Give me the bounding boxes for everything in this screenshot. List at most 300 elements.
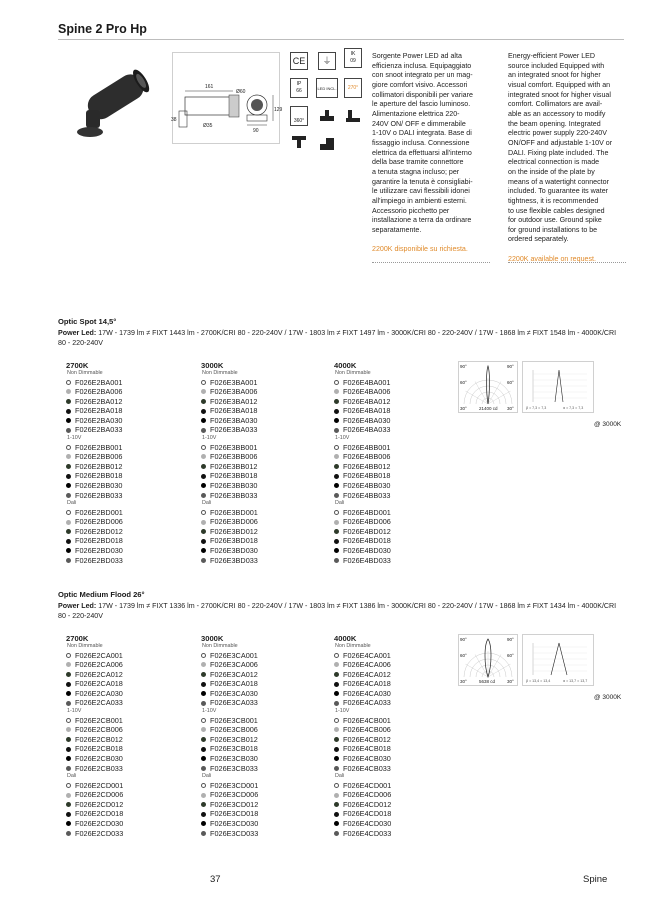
- code-column: [66, 361, 186, 565]
- code-column: [334, 634, 454, 838]
- finish-dot-icon: [66, 662, 71, 667]
- product-code: F026E2BD030: [75, 546, 123, 555]
- product-code: F026E3BA006: [210, 387, 258, 397]
- curve-alpha-label: α = 13,7 = 13,7: [563, 679, 588, 683]
- product-code: F026E4CB012: [343, 734, 391, 744]
- finish-dot-icon: [334, 831, 339, 836]
- product-code-row: [66, 660, 186, 670]
- product-code-row: [334, 670, 454, 680]
- product-code: F026E2CD012: [75, 799, 124, 809]
- finish-dot-icon: [334, 783, 339, 788]
- dimming-type-label: 1-10V: [67, 435, 82, 442]
- product-code-row: [334, 471, 454, 481]
- product-code: F026E3BD006: [210, 517, 258, 527]
- product-code-row: [66, 481, 186, 491]
- polar-angle-label: 30°: [460, 679, 467, 684]
- polar-angle-label: 60°: [507, 653, 514, 658]
- product-code: F026E4CD030: [343, 819, 392, 828]
- polar-peak-value: 5638 cd: [479, 679, 496, 684]
- section-title: Optic Spot 14,5°: [58, 317, 117, 326]
- description-en-line: electric power supply 220-240V: [508, 129, 607, 138]
- product-code: F026E2CB012: [75, 734, 123, 744]
- finish-dot-icon: [66, 737, 71, 742]
- diagram-caption: @ 3000K: [594, 421, 622, 428]
- product-code-row: [66, 387, 186, 397]
- polar-diagram: [458, 361, 518, 413]
- product-code: F026E4CB033: [343, 763, 391, 773]
- finish-dot-icon: [66, 802, 71, 807]
- finish-dot-icon: [66, 682, 71, 687]
- product-code-row: [334, 829, 454, 839]
- finish-dot-icon: [334, 812, 339, 817]
- product-code: F026E4CB030: [343, 753, 391, 763]
- finish-dot-icon: [334, 766, 339, 771]
- dim-161: 161: [205, 84, 214, 90]
- page-number: 37: [210, 874, 221, 885]
- product-code: F026E4BA012: [343, 396, 391, 406]
- finish-dot-icon: [334, 428, 339, 433]
- product-code: F026E2CA001: [75, 650, 123, 660]
- product-code: F026E2CA018: [75, 679, 123, 689]
- product-code: F026E3BB030: [210, 480, 258, 490]
- dimming-type-label: 1-10V: [67, 708, 82, 715]
- product-code: F026E2BB033: [75, 490, 123, 500]
- finish-dot-icon: [334, 701, 339, 706]
- product-code: F026E3BD018: [210, 536, 258, 546]
- description-en-line: source included Equipped with: [508, 61, 605, 70]
- finish-dot-icon: [66, 766, 71, 771]
- product-code: F026E3CB018: [210, 744, 258, 754]
- product-code-row: [334, 689, 454, 699]
- product-code-row: [201, 546, 321, 556]
- product-code-row: [201, 452, 321, 462]
- finish-dot-icon: [201, 539, 206, 544]
- description-en-line: comfort. Collimators are avail-: [508, 100, 603, 109]
- product-code-row: [66, 425, 186, 435]
- description-en-line: Energy-efficient Power LED: [508, 52, 596, 60]
- product-code: F026E4BB001: [343, 442, 391, 452]
- product-code-row: [201, 651, 321, 661]
- product-code: F026E2CB018: [75, 744, 123, 754]
- finish-dot-icon: [201, 793, 206, 798]
- product-code: F026E2CD030: [75, 819, 124, 828]
- dimming-type-label: Non Dimmable: [202, 370, 238, 376]
- product-code-row: [66, 744, 186, 754]
- curve-alpha-label: α = 7,3 = 7,3: [563, 406, 584, 410]
- description-en-line: for outdoor use. Ground spike: [508, 216, 602, 225]
- product-code-row: [334, 517, 454, 527]
- finish-dot-icon: [334, 493, 339, 498]
- finish-dot-icon: [201, 831, 206, 836]
- product-code: F026E4CD033: [343, 828, 392, 838]
- product-code-row: [66, 378, 186, 388]
- product-code-row: [334, 754, 454, 764]
- polar-angle-label: 30°: [460, 406, 467, 411]
- product-code-row: [66, 764, 186, 774]
- product-code: F026E2CA006: [75, 660, 123, 670]
- finish-dot-icon: [66, 727, 71, 732]
- finish-dot-icon: [201, 409, 206, 414]
- description-it-line: elettrica da effettuarsi all'interno: [372, 148, 472, 157]
- finish-dot-icon: [66, 510, 71, 515]
- description-it-line: giore comfort visivo. Accessori: [372, 80, 468, 89]
- product-code-row: [334, 790, 454, 800]
- product-code: F026E4CB001: [343, 715, 391, 725]
- finish-dot-icon: [66, 558, 71, 563]
- finish-dot-icon: [334, 558, 339, 563]
- led-included-icon: LED INCL.: [316, 78, 338, 98]
- product-code: F026E3CA033: [210, 698, 258, 708]
- product-code-row: [334, 651, 454, 661]
- product-code: F026E4BD030: [343, 546, 391, 555]
- finish-dot-icon: [201, 747, 206, 752]
- product-code-row: [334, 744, 454, 754]
- product-code-row: [334, 546, 454, 556]
- product-code-row: [66, 670, 186, 680]
- description-it-rule: [372, 262, 490, 263]
- product-code-row: [201, 556, 321, 566]
- finish-dot-icon: [66, 389, 71, 394]
- finish-dot-icon: [66, 445, 71, 450]
- color-temp-heading: 3000K: [201, 361, 224, 370]
- finish-dot-icon: [334, 380, 339, 385]
- product-code: F026E2BD006: [75, 517, 123, 527]
- finish-dot-icon: [201, 682, 206, 687]
- power-specs: [58, 329, 624, 348]
- polar-angle-label: 30°: [507, 406, 514, 411]
- finish-dot-icon: [334, 802, 339, 807]
- certification-icons: [286, 48, 364, 158]
- polar-diagram: [458, 634, 518, 686]
- finish-dot-icon: [201, 672, 206, 677]
- code-column: [201, 634, 321, 838]
- ground-class-icon: ⏚: [318, 52, 336, 70]
- product-code: F026E3CA030: [210, 688, 258, 698]
- product-code: F026E4BD001: [343, 507, 391, 517]
- description-en-line: the beam opening. Integrated: [508, 119, 601, 128]
- dimming-type-label: Dali: [202, 773, 212, 780]
- curve-beta-label: β = 7,3 = 7,3: [526, 406, 547, 410]
- finish-dot-icon: [201, 445, 206, 450]
- product-code-row: [201, 689, 321, 699]
- product-code-row: [334, 809, 454, 819]
- product-code-row: [201, 725, 321, 735]
- product-code-row: [334, 536, 454, 546]
- product-code: F026E2BB018: [75, 471, 123, 481]
- product-code: F026E2CD033: [75, 828, 124, 838]
- product-code: F026E2CB006: [75, 725, 123, 735]
- product-code-row: [201, 754, 321, 764]
- description-it-line: 240V ON/ OFF e dimmerabile: [372, 119, 466, 128]
- power-values: 17W - 1739 lm ≠ FIXT 1336 lm - 2700K/CRI 80 - 220-240V / 17W - 1803 lm ≠ FIXT 1386 lm - 3000K/CRI 80 - 220-240V / 17W - 1868 lm ≠ FIXT 1434 lm - 4000K/CRI 80 - 220-240V: [58, 602, 617, 620]
- description-en-text: [508, 52, 634, 245]
- description-en-line: ordered separately.: [508, 235, 569, 244]
- product-code: F026E2BD012: [75, 526, 123, 536]
- dim-129: 129: [274, 107, 283, 113]
- product-code-row: [66, 546, 186, 556]
- polar-angle-label: 90°: [507, 637, 514, 642]
- description-it-line: a tenuta stagna incluso; per: [372, 167, 460, 176]
- polar-angle-label: 60°: [507, 380, 514, 385]
- product-code: F026E4BA018: [343, 406, 391, 416]
- product-code: F026E3BB001: [210, 442, 258, 452]
- product-code: F026E4CA001: [343, 650, 391, 660]
- code-column: [201, 361, 321, 565]
- description-en: [508, 52, 634, 265]
- finish-dot-icon: [334, 389, 339, 394]
- finish-dot-icon: [334, 793, 339, 798]
- finish-dot-icon: [201, 389, 206, 394]
- ce-icon: CE: [290, 52, 308, 70]
- product-code-row: [66, 527, 186, 537]
- product-code-row: [201, 670, 321, 680]
- description-en-line: means of a watertight connector: [508, 177, 609, 186]
- product-code-row: [334, 764, 454, 774]
- finish-dot-icon: [201, 493, 206, 498]
- ip-rating-icon: [290, 78, 308, 98]
- product-code-row: [201, 716, 321, 726]
- finish-dot-icon: [334, 454, 339, 459]
- product-code: F026E3BD001: [210, 507, 258, 517]
- product-code: F026E3CD001: [210, 780, 259, 790]
- finish-dot-icon: [66, 783, 71, 788]
- finish-dot-icon: [201, 399, 206, 404]
- product-code-row: [334, 800, 454, 810]
- product-code-row: [334, 387, 454, 397]
- product-code: F026E3CB006: [210, 725, 258, 735]
- product-code: F026E2CD018: [75, 809, 124, 819]
- finish-dot-icon: [66, 474, 71, 479]
- dimming-type-label: 1-10V: [335, 708, 350, 715]
- code-column: [334, 361, 454, 565]
- finish-dot-icon: [201, 756, 206, 761]
- description-it-line: della base tramite connettore: [372, 158, 464, 167]
- product-code-row: [334, 716, 454, 726]
- product-code-row: [201, 425, 321, 435]
- dim-60: Ø60: [236, 89, 246, 95]
- power-label: Power Led:: [58, 602, 99, 610]
- diagram-caption: @ 3000K: [594, 694, 622, 701]
- ip-value: 66: [296, 88, 302, 94]
- finish-dot-icon: [66, 793, 71, 798]
- dim-90: 90: [253, 128, 259, 134]
- finish-dot-icon: [66, 653, 71, 658]
- finish-dot-icon: [334, 691, 339, 696]
- product-code: F026E2BA033: [75, 425, 123, 435]
- finish-dot-icon: [334, 464, 339, 469]
- product-code-row: [201, 397, 321, 407]
- finish-dot-icon: [334, 520, 339, 525]
- description-en-line: on the inside of the plate by: [508, 167, 595, 176]
- product-code-row: [66, 651, 186, 661]
- description-en-line: integrated snoot for higher visual: [508, 90, 611, 99]
- finish-dot-icon: [66, 454, 71, 459]
- product-code-row: [201, 471, 321, 481]
- product-code: F026E3CA006: [210, 660, 258, 670]
- product-code-row: [201, 387, 321, 397]
- product-code: F026E2CB001: [75, 715, 123, 725]
- product-code: F026E2CA030: [75, 688, 123, 698]
- description-it-line: all'impiego in ambienti esterni.: [372, 196, 467, 205]
- finish-dot-icon: [201, 766, 206, 771]
- finish-dot-icon: [334, 445, 339, 450]
- product-code-row: [201, 809, 321, 819]
- product-code: F026E4BA030: [343, 415, 391, 425]
- product-code-row: [66, 416, 186, 426]
- product-code-row: [66, 698, 186, 708]
- product-code: F026E2BB030: [75, 480, 123, 490]
- finish-dot-icon: [334, 548, 339, 553]
- product-code-row: [66, 689, 186, 699]
- product-code: F026E4BD012: [343, 526, 391, 536]
- dimming-type-label: 1-10V: [202, 708, 217, 715]
- product-code-row: [201, 462, 321, 472]
- ik-label: IK: [350, 51, 356, 57]
- product-code: F026E3BB012: [210, 461, 258, 471]
- product-code-row: [201, 517, 321, 527]
- product-code: F026E3BA001: [210, 377, 258, 387]
- product-code-row: [66, 809, 186, 819]
- product-code-row: [201, 378, 321, 388]
- product-code-row: [66, 716, 186, 726]
- product-code-row: [334, 527, 454, 537]
- dimming-type-label: 1-10V: [202, 435, 217, 442]
- product-code: F026E2CD001: [75, 780, 124, 790]
- wall-mount-icon: [318, 106, 336, 124]
- product-code: F026E3BB018: [210, 471, 258, 481]
- dim-35: Ø35: [203, 123, 213, 129]
- description-it-line: collimatori disponibili per variare: [372, 90, 473, 99]
- product-code-row: [334, 443, 454, 453]
- product-code: F026E3CD018: [210, 809, 259, 819]
- description-en-rule: [508, 262, 626, 263]
- power-label: Power Led:: [58, 329, 99, 337]
- description-it-line: Accessorio picchetto per: [372, 206, 450, 215]
- finish-dot-icon: [334, 821, 339, 826]
- product-code: F026E3CB001: [210, 715, 258, 725]
- product-code-row: [201, 790, 321, 800]
- description-it-line: Sorgente Power LED ad alta: [372, 52, 462, 60]
- dimming-type-label: Dali: [335, 500, 345, 507]
- product-code-row: [201, 536, 321, 546]
- color-temp-heading: 4000K: [334, 361, 357, 370]
- product-code: F026E3BA033: [210, 425, 258, 435]
- product-code-row: [66, 790, 186, 800]
- description-it-line: efficienza inclusa. Equipaggiato: [372, 61, 472, 70]
- description-it: [372, 52, 498, 255]
- product-code-row: [66, 536, 186, 546]
- product-code-row: [201, 443, 321, 453]
- product-code: F026E4CD006: [343, 790, 392, 800]
- product-code-row: [66, 829, 186, 839]
- product-code: F026E2BB001: [75, 442, 123, 452]
- dimming-type-label: Dali: [202, 500, 212, 507]
- finish-dot-icon: [334, 474, 339, 479]
- product-code-row: [334, 819, 454, 829]
- finish-dot-icon: [334, 662, 339, 667]
- finish-dot-icon: [334, 409, 339, 414]
- product-code-row: [201, 819, 321, 829]
- finish-dot-icon: [66, 812, 71, 817]
- finish-dot-icon: [201, 718, 206, 723]
- product-code: F026E3CD006: [210, 790, 259, 800]
- product-code-row: [66, 819, 186, 829]
- product-code-row: [66, 452, 186, 462]
- product-code: F026E3BD030: [210, 546, 258, 555]
- finish-dot-icon: [201, 558, 206, 563]
- product-code: F026E4BD006: [343, 517, 391, 527]
- finish-dot-icon: [66, 409, 71, 414]
- description-en-line: an integrated snoot for higher: [508, 71, 601, 80]
- product-code: F026E4BA001: [343, 377, 391, 387]
- product-code: F026E2BB006: [75, 452, 123, 462]
- product-code: F026E4CB018: [343, 744, 391, 754]
- finish-dot-icon: [201, 474, 206, 479]
- finish-dot-icon: [334, 399, 339, 404]
- page-title: Spine 2 Pro Hp: [58, 22, 147, 36]
- finish-dot-icon: [66, 821, 71, 826]
- product-code-row: [334, 660, 454, 670]
- product-photo: [68, 62, 158, 140]
- finish-dot-icon: [201, 812, 206, 817]
- product-code: F026E2BB012: [75, 461, 123, 471]
- product-code-row: [66, 397, 186, 407]
- dimming-type-label: Non Dimmable: [67, 643, 103, 649]
- product-code-row: [66, 679, 186, 689]
- finish-dot-icon: [201, 783, 206, 788]
- product-code: F026E2CA012: [75, 669, 123, 679]
- description-it-line: installazione a terra da ordinare: [372, 216, 472, 225]
- description-it-text: [372, 52, 498, 235]
- finish-dot-icon: [66, 718, 71, 723]
- dimming-type-label: Non Dimmable: [335, 643, 371, 649]
- ceiling-mount-icon: [290, 134, 308, 152]
- section-title: Optic Medium Flood 26°: [58, 590, 145, 599]
- dimming-type-label: Non Dimmable: [67, 370, 103, 376]
- finish-dot-icon: [66, 691, 71, 696]
- polar-angle-label: 90°: [460, 637, 467, 642]
- product-code-row: [201, 406, 321, 416]
- finish-dot-icon: [66, 672, 71, 677]
- product-code-row: [66, 781, 186, 791]
- product-code-row: [201, 481, 321, 491]
- color-temp-heading: 4000K: [334, 634, 357, 643]
- finish-dot-icon: [201, 483, 206, 488]
- stair-icon: [318, 134, 336, 152]
- finish-dot-icon: [334, 529, 339, 534]
- code-column: [66, 634, 186, 838]
- ik-value: 09: [350, 58, 356, 64]
- product-code: F026E4CD001: [343, 780, 392, 790]
- description-it-line: le utilizzare cavi flessibili idonei: [372, 187, 470, 196]
- product-code-row: [334, 725, 454, 735]
- technical-drawing: [171, 52, 283, 144]
- finish-dot-icon: [66, 548, 71, 553]
- color-temp-heading: 3000K: [201, 634, 224, 643]
- finish-dot-icon: [66, 529, 71, 534]
- note-en: 2200K available on request.: [508, 255, 596, 264]
- dimming-type-label: 1-10V: [335, 435, 350, 442]
- product-code: F026E4CD012: [343, 799, 392, 809]
- product-code-row: [334, 698, 454, 708]
- polar-peak-value: 21400 cd: [479, 406, 498, 411]
- polar-angle-label: 60°: [460, 653, 467, 658]
- finish-dot-icon: [201, 454, 206, 459]
- product-code: F026E3CA001: [210, 650, 258, 660]
- finish-dot-icon: [66, 464, 71, 469]
- ik-rating-icon: [344, 48, 362, 68]
- product-code: F026E4CA006: [343, 660, 391, 670]
